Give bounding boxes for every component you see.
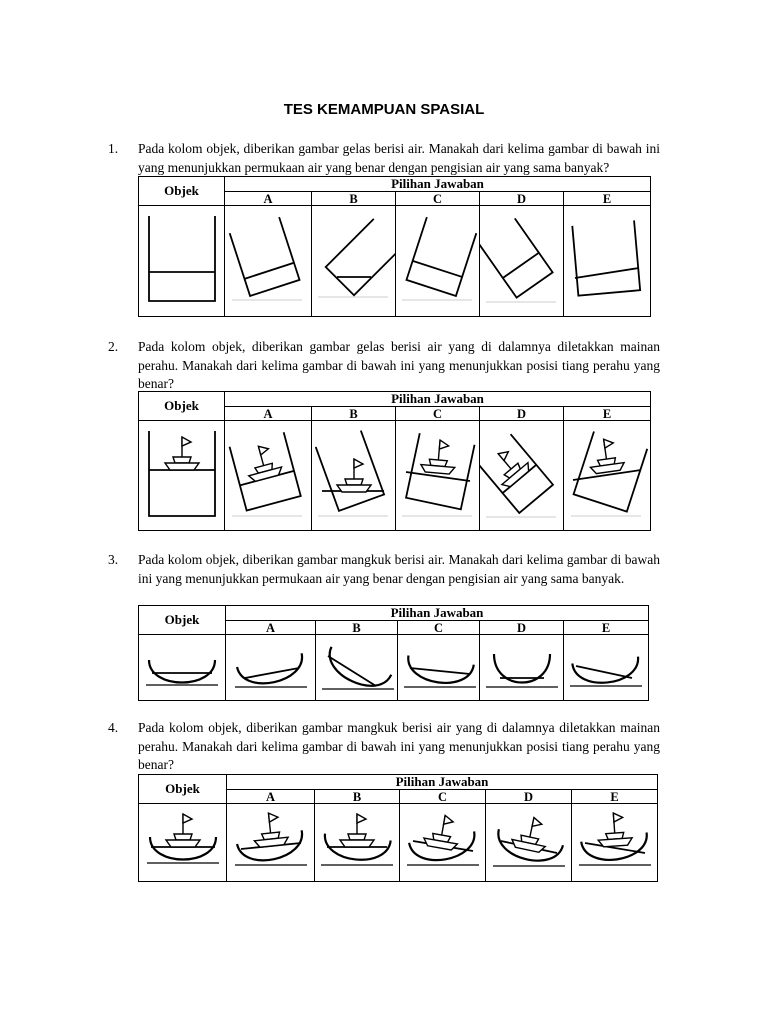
option-a-header: A xyxy=(225,407,312,421)
question-number: 3. xyxy=(108,552,119,567)
answer-table-4 xyxy=(138,774,658,882)
option-e-figure[interactable] xyxy=(572,804,658,882)
option-d-figure[interactable] xyxy=(486,804,572,882)
option-c-header: C xyxy=(396,192,480,206)
option-a-figure[interactable] xyxy=(227,804,315,882)
option-b-figure[interactable] xyxy=(312,421,396,531)
option-b-figure[interactable] xyxy=(315,804,400,882)
option-c-figure[interactable] xyxy=(396,421,480,531)
question-3 xyxy=(108,551,660,588)
option-d-figure[interactable] xyxy=(480,421,564,531)
object-figure-bowl-boat xyxy=(139,804,227,882)
option-d-header: D xyxy=(486,790,572,804)
option-d-header: D xyxy=(480,621,564,635)
objek-header: Objek xyxy=(139,775,227,804)
question-number: 1. xyxy=(108,141,119,156)
option-b-header: B xyxy=(316,621,398,635)
object-figure-bowl-water xyxy=(139,635,226,701)
question-text: Pada kolom objek, diberikan gambar mangkuk berisi air yang di dalamnya diletakkan mainan perahu. Manakah dari kelima gambar di bawah ini yang menunjukkan posisi tiang perahu yang benar? xyxy=(138,720,660,772)
option-d-header: D xyxy=(480,192,564,206)
pilihan-header: Pilihan Jawaban xyxy=(225,392,651,407)
option-b-figure[interactable] xyxy=(312,206,396,317)
document-title: TES KEMAMPUAN SPASIAL xyxy=(283,101,485,118)
answer-table-2 xyxy=(138,391,651,531)
option-b-header: B xyxy=(315,790,400,804)
question-2 xyxy=(108,338,660,394)
option-a-figure[interactable] xyxy=(226,635,316,701)
option-a-figure[interactable] xyxy=(225,421,312,531)
option-b-header: B xyxy=(312,407,396,421)
pilihan-header: Pilihan Jawaban xyxy=(225,177,651,192)
objek-header: Objek xyxy=(139,177,225,206)
option-b-figure[interactable] xyxy=(316,635,398,701)
option-c-figure[interactable] xyxy=(400,804,486,882)
pilihan-header: Pilihan Jawaban xyxy=(226,606,649,621)
option-d-figure[interactable] xyxy=(480,635,564,701)
option-e-figure[interactable] xyxy=(564,206,651,317)
option-e-header: E xyxy=(564,192,651,206)
option-a-figure[interactable] xyxy=(225,206,312,317)
option-b-header: B xyxy=(312,192,396,206)
question-text: Pada kolom objek, diberikan gambar gelas berisi air. Manakah dari kelima gambar di bawah ini yang menunjukkan permukaan air yang benar dengan pengisian air yang sama banyak? xyxy=(138,141,660,175)
option-e-header: E xyxy=(564,407,651,421)
question-text: Pada kolom objek, diberikan gambar mangkuk berisi air. Manakah dari kelima gambar di bawah ini yang menunjukkan permukaan air yang benar dengan pengisian air yang sama banyak. xyxy=(138,552,660,586)
question-1 xyxy=(108,140,660,177)
object-figure-glass-boat xyxy=(139,421,225,531)
objek-header: Objek xyxy=(139,392,225,421)
option-c-header: C xyxy=(396,407,480,421)
question-number: 2. xyxy=(108,339,119,354)
question-number: 4. xyxy=(108,720,119,735)
pilihan-header: Pilihan Jawaban xyxy=(227,775,658,790)
question-text: Pada kolom objek, diberikan gambar gelas berisi air yang di dalamnya diletakkan mainan perahu. Manakah dari kelima gambar di bawah ini yang menunjukkan posisi tiang perahu yang benar? xyxy=(138,339,660,391)
option-c-header: C xyxy=(400,790,486,804)
option-e-figure[interactable] xyxy=(564,421,651,531)
option-c-figure[interactable] xyxy=(396,206,480,317)
option-a-header: A xyxy=(227,790,315,804)
option-d-figure[interactable] xyxy=(480,206,564,317)
answer-table-1 xyxy=(138,176,651,317)
objek-header: Objek xyxy=(139,606,226,635)
option-a-header: A xyxy=(226,621,316,635)
option-d-header: D xyxy=(480,407,564,421)
option-a-header: A xyxy=(225,192,312,206)
option-e-header: E xyxy=(564,621,649,635)
option-c-figure[interactable] xyxy=(398,635,480,701)
object-figure-glass-water xyxy=(139,206,225,317)
option-e-header: E xyxy=(572,790,658,804)
option-c-header: C xyxy=(398,621,480,635)
option-e-figure[interactable] xyxy=(564,635,649,701)
answer-table-3 xyxy=(138,605,649,701)
question-4 xyxy=(108,719,660,775)
